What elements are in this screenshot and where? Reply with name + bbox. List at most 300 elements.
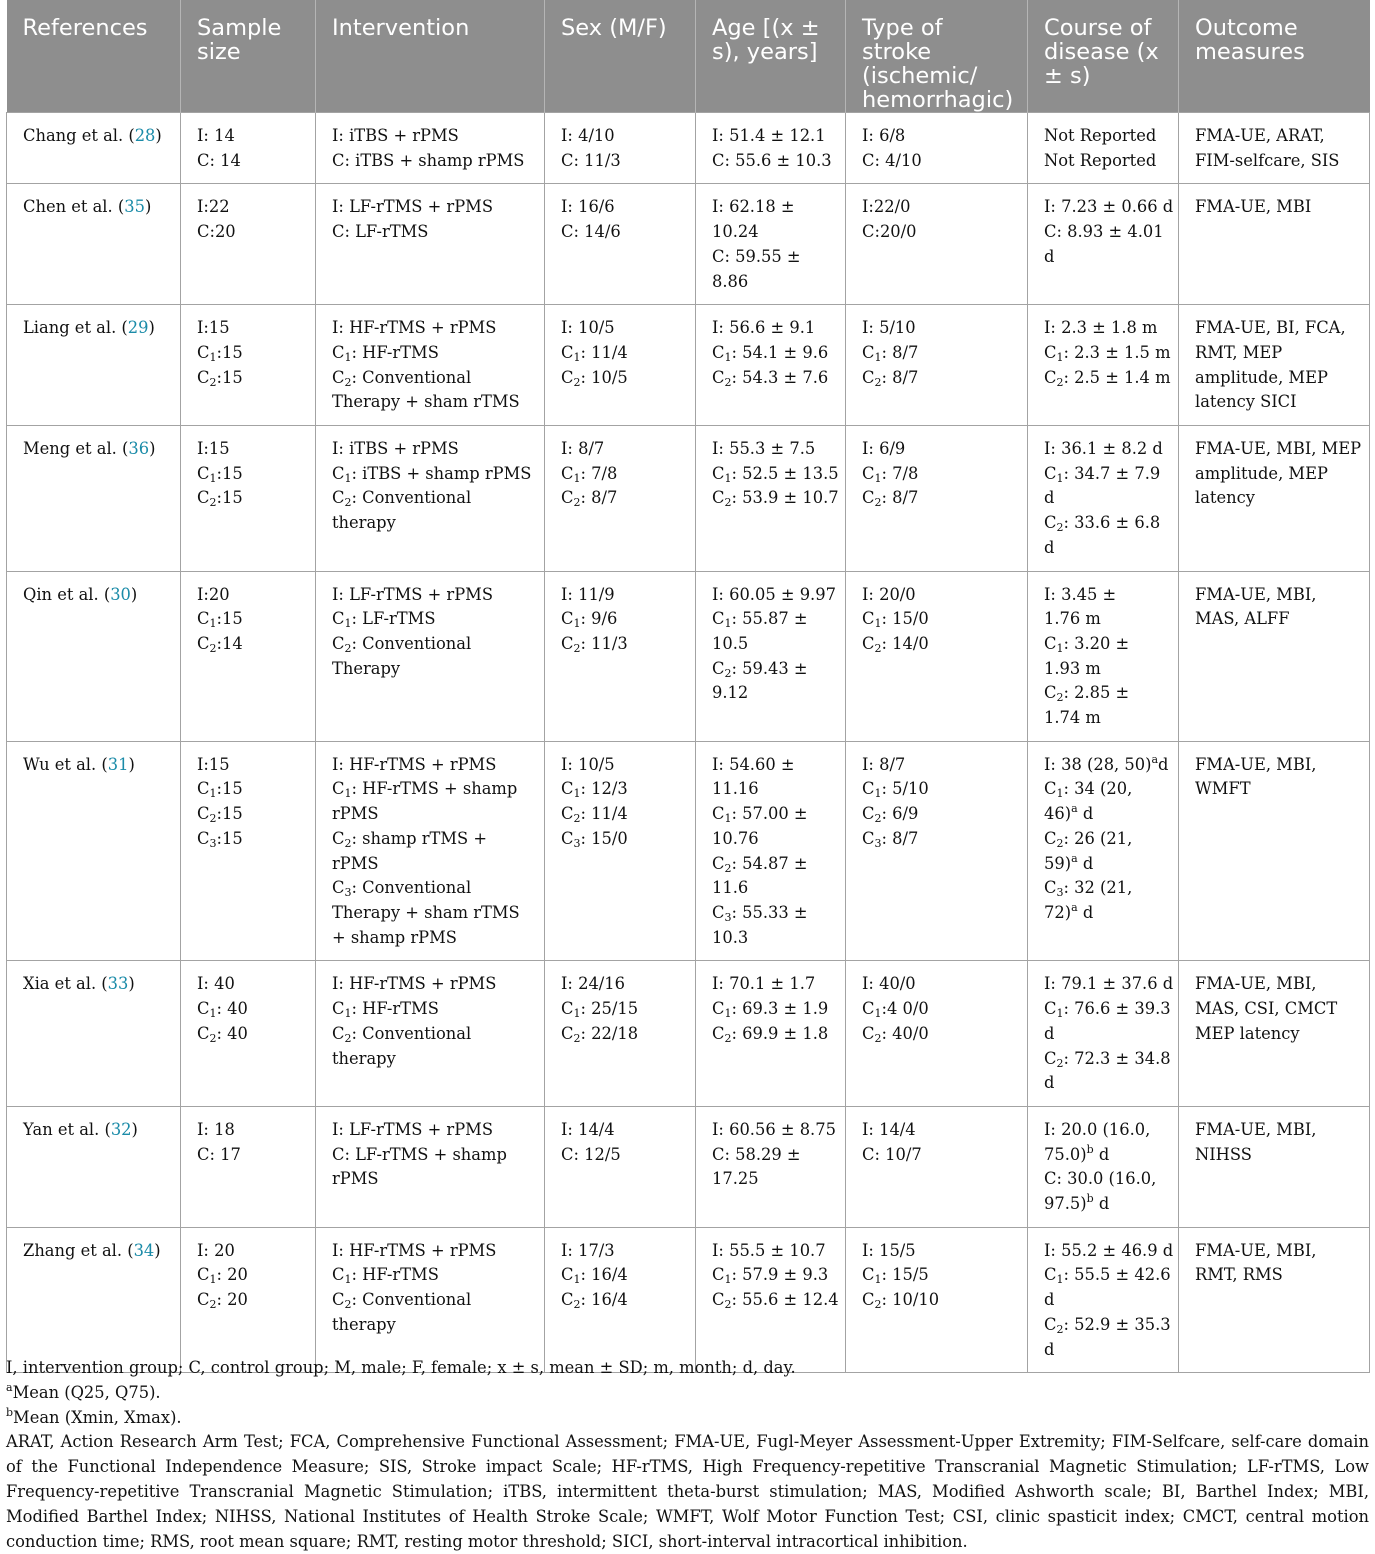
cell-line <box>1044 1047 1172 1072</box>
cell-text: C <box>197 609 210 629</box>
cell-line <box>332 486 538 511</box>
cell-text: I: 36.1 ± 8.2 d <box>1044 439 1163 459</box>
outcome-text: FMA-UE, MBI <box>1195 197 1312 217</box>
cell-text: I: LF-rTMS + rPMS <box>332 197 493 217</box>
cell-line <box>197 1239 309 1264</box>
cell-line <box>332 390 538 415</box>
cell-text: C <box>197 1290 210 1310</box>
cell-line <box>332 632 538 657</box>
cell-text: d <box>1158 754 1169 774</box>
subscript-index: 2 <box>573 641 581 655</box>
reference-author: Chen et al. ( <box>23 197 125 217</box>
cell-line <box>712 1143 839 1168</box>
cell-text: d <box>1077 804 1094 824</box>
cell-line <box>1044 1239 1172 1264</box>
cell-reference <box>7 571 181 741</box>
reference-author: Chang et al. ( <box>23 126 135 145</box>
cell-line <box>1044 972 1172 997</box>
subscript-index: 1 <box>344 1007 352 1021</box>
subscript-index: 2 <box>724 375 732 389</box>
cell-line <box>712 632 839 657</box>
cell-text: : 2.85 ± <box>1063 683 1130 703</box>
subscript-index: 1 <box>573 350 581 364</box>
cell-text: d <box>1044 537 1055 557</box>
cell-text: C: LF-rTMS + shamp <box>332 1144 507 1164</box>
cell-line <box>712 972 839 997</box>
cell-text: C <box>197 779 210 799</box>
cell-text: I: 55.3 ± 7.5 <box>712 439 816 459</box>
subscript-index: 1 <box>1056 471 1064 485</box>
cell-sex <box>545 305 696 426</box>
cell-line <box>712 486 839 511</box>
cell-text: C <box>561 367 574 387</box>
outcome-text: FMA-UE, MBI, RMT, RMS <box>1195 1240 1317 1285</box>
cell-line <box>332 366 538 391</box>
cell-text: 75.0) <box>1044 1144 1087 1164</box>
reference-link[interactable]: 33 <box>107 974 129 994</box>
cell-text: : Conventional <box>351 878 472 898</box>
subscript-index: 3 <box>724 910 732 924</box>
cell-reference <box>7 961 181 1107</box>
cell-line <box>1044 220 1172 245</box>
cell-sample-size <box>181 741 316 961</box>
cell-text: I: 54.60 ± <box>712 754 795 774</box>
cell-text: I: 38 (28, 50) <box>1044 754 1152 774</box>
cell-text: :15 <box>216 804 243 824</box>
cell-line <box>1044 852 1172 877</box>
cell-text: d <box>1077 853 1094 873</box>
cell-line <box>712 1167 839 1192</box>
subscript-index: 2 <box>724 666 732 680</box>
cell-text: :15 <box>216 342 243 362</box>
cell-line <box>1044 1288 1172 1313</box>
cell-outcome-measures <box>1179 1227 1370 1373</box>
cell-text: C <box>561 342 574 362</box>
cell-text: C: 30.0 (16.0, <box>1044 1169 1157 1189</box>
cell-line <box>712 681 839 706</box>
footnote-mark: a <box>1071 851 1078 865</box>
subscript-index: 1 <box>1056 641 1064 655</box>
cell-text: :15 <box>216 828 243 848</box>
table-row <box>7 305 1370 426</box>
subscript-index: 1 <box>724 617 732 631</box>
reference-link[interactable]: 32 <box>110 1119 132 1139</box>
cell-line <box>197 607 309 632</box>
cell-line <box>1044 681 1172 706</box>
footnote-abbreviations: ARAT, Action Research Arm Test; FCA, Comprehensive Functional Assessment; FMA-UE, Fugl-Meyer Assessment-Upper Extremity; FIM-Selfcare, self-care domain of the Functional Independence Measure; SIS, Stroke impact Scale; HF-rTMS, High Frequency-repetitive Transcranial Magnetic Stimulation; LF-rTMS, Low Frequency-repetitive Transcranial Magnetic Stimulation; iTBS, intermittent theta-burst stimulation; MAS, Modified Ashworth scale; BI, Barthel Index; MBI, Modified Barthel Index; NIHSS, National Institutes of Health Stroke Scale; WMFT, Wolf Motor Function Test; CSI, clinic spasticit index; CMCT, central motion conduction time; RMS, root mean square; RMT, resting motor threshold; SICI, short-interval intracortical inhibition. <box>6 1432 1369 1551</box>
cell-line <box>862 1143 1021 1168</box>
cell-text: C <box>862 463 875 483</box>
cell-text: C: 17 <box>197 1144 241 1164</box>
cell-line <box>862 1288 1021 1313</box>
cell-line <box>712 827 839 852</box>
subscript-index: 1 <box>724 1007 732 1021</box>
cell-text: : 54.3 ± 7.6 <box>731 367 829 387</box>
subscript-index: 2 <box>209 1298 217 1312</box>
subscript-index: 1 <box>874 617 882 631</box>
cell-line <box>1044 706 1172 731</box>
cell-text: 9.12 <box>712 683 749 703</box>
cell-line <box>332 1239 538 1264</box>
footnote-mark: a <box>1151 752 1159 766</box>
table-row <box>7 113 1370 184</box>
cell-line <box>862 437 1021 462</box>
cell-text: I: 2.3 ± 1.8 m <box>1044 318 1158 338</box>
subscript-index: 2 <box>573 812 581 826</box>
cell-text: C <box>1044 1314 1057 1334</box>
reference-link[interactable]: 30 <box>110 584 131 604</box>
cell-line <box>332 1022 538 1047</box>
cell-text: : 32 (21, <box>1063 878 1133 898</box>
cell-sex <box>545 1227 696 1373</box>
cell-age <box>696 184 846 305</box>
cell-line <box>332 972 538 997</box>
cell-sample-size <box>181 1106 316 1227</box>
cell-text: C <box>561 1023 574 1043</box>
cell-line <box>332 1167 538 1192</box>
cell-line <box>1044 149 1172 174</box>
cell-line <box>1044 462 1172 487</box>
subscript-index: 3 <box>344 886 352 900</box>
reference-link[interactable]: 28 <box>134 126 156 145</box>
cell-text: : 52.5 ± 13.5 <box>731 463 839 483</box>
cell-text: C <box>561 633 574 653</box>
cell-line <box>561 1239 689 1264</box>
cell-text: : 72.3 ± 34.8 <box>1063 1048 1171 1068</box>
cell-line <box>712 901 839 926</box>
outcome-text: FMA-UE, ARAT, FIM-selfcare, SIS <box>1195 126 1340 170</box>
cell-line <box>332 149 538 174</box>
cell-line <box>1044 1071 1172 1096</box>
reference-close: ) <box>148 318 155 338</box>
cell-line <box>1044 1192 1172 1217</box>
cell-line <box>862 1239 1021 1264</box>
subscript-index: 2 <box>209 812 217 826</box>
cell-text: : 16/4 <box>580 1265 628 1285</box>
cell-line <box>332 1143 538 1168</box>
cell-age <box>696 305 846 426</box>
cell-text: I:22/0 <box>862 197 911 217</box>
subscript-index: 1 <box>344 617 352 631</box>
cell-line <box>1044 245 1172 270</box>
cell-text: C <box>197 463 210 483</box>
cell-text: + shamp rPMS <box>332 927 457 947</box>
cell-text: I: 70.1 ± 1.7 <box>712 974 816 994</box>
subscript-index: 2 <box>573 1298 581 1312</box>
cell-text: C:20/0 <box>862 222 917 242</box>
cell-line <box>1044 1263 1172 1288</box>
cell-intervention <box>316 741 545 961</box>
cell-text: I: 15/5 <box>862 1240 916 1260</box>
cell-text: C: 4/10 <box>862 150 922 170</box>
cell-line <box>332 802 538 827</box>
cell-text: C <box>712 1023 725 1043</box>
cell-text: :15 <box>216 488 243 508</box>
subscript-index: 1 <box>209 787 217 801</box>
cell-text: 59) <box>1044 853 1072 873</box>
cell-text: Not Reported <box>1044 150 1157 170</box>
table-row <box>7 426 1370 572</box>
cell-line <box>1044 901 1172 926</box>
subscript-index: 2 <box>573 375 581 389</box>
cell-text: C <box>1044 683 1057 703</box>
reference-link[interactable]: 29 <box>127 318 149 338</box>
cell-outcome-measures <box>1179 113 1370 184</box>
cell-text: C <box>332 463 345 483</box>
cell-text: 1.74 m <box>1044 708 1101 728</box>
cell-intervention <box>316 184 545 305</box>
cell-text: I: 3.45 ± <box>1044 584 1117 604</box>
cell-line <box>1044 437 1172 462</box>
cell-text: C: 11/3 <box>561 150 621 170</box>
table-row <box>7 571 1370 741</box>
cell-text: C <box>332 342 345 362</box>
cell-line <box>862 1118 1021 1143</box>
subscript-index: 1 <box>874 1007 882 1021</box>
cell-text: : 34.7 ± 7.9 <box>1063 463 1161 483</box>
cell-type-of-stroke <box>846 1106 1028 1227</box>
reference-link[interactable]: 35 <box>124 197 145 217</box>
subscript-index: 2 <box>1056 836 1064 850</box>
cell-line <box>862 220 1021 245</box>
cell-outcome-measures <box>1179 184 1370 305</box>
cell-outcome-measures <box>1179 571 1370 741</box>
cell-text: 17.25 <box>712 1169 759 1189</box>
cell-text: therapy <box>332 1048 396 1068</box>
subscript-index: 2 <box>874 496 882 510</box>
cell-line <box>332 607 538 632</box>
col-age: Age [(x ± s), years] <box>696 0 846 113</box>
cell-line <box>712 852 839 877</box>
cell-sample-size <box>181 426 316 572</box>
subscript-index: 1 <box>1056 1007 1064 1021</box>
cell-course-of-disease <box>1028 1227 1179 1373</box>
cell-text: d <box>1077 902 1094 922</box>
cell-line <box>332 1118 538 1143</box>
cell-text: : iTBS + shamp rPMS <box>351 463 532 483</box>
cell-text: : 16/4 <box>580 1290 628 1310</box>
cell-line <box>561 220 689 245</box>
reference-link[interactable]: 31 <box>107 754 129 774</box>
cell-text: C <box>862 779 875 799</box>
subscript-index: 2 <box>1056 1322 1064 1336</box>
footnote-a: $^a$Mean (Q25, Q75). <box>6 1380 161 1402</box>
cell-text: : 15/5 <box>881 1265 929 1285</box>
subscript-index: 1 <box>209 617 217 631</box>
cell-text: C <box>197 828 210 848</box>
cell-text: : 40 <box>216 1023 248 1043</box>
cell-sex <box>545 426 696 572</box>
cell-line <box>332 876 538 901</box>
table-row <box>7 961 1370 1107</box>
reference-close: ) <box>144 197 152 217</box>
cell-line <box>332 316 538 341</box>
cell-text: I: 55.2 ± 46.9 d <box>1044 1240 1174 1260</box>
cell-line <box>1044 1313 1172 1338</box>
cell-line <box>561 827 689 852</box>
cell-text: : 57.00 ± <box>731 804 808 824</box>
cell-line <box>712 270 839 295</box>
subscript-index: 2 <box>344 836 352 850</box>
subscript-index: 3 <box>1056 886 1064 900</box>
cell-text: 11.16 <box>712 779 759 799</box>
cell-line <box>561 195 689 220</box>
cell-text: : 22/18 <box>580 1023 639 1043</box>
cell-text: 10.76 <box>712 828 759 848</box>
cell-line <box>197 316 309 341</box>
cell-text: I: 16/6 <box>561 197 615 217</box>
cell-line <box>862 583 1021 608</box>
cell-line <box>1044 1143 1172 1168</box>
cell-type-of-stroke <box>846 426 1028 572</box>
cell-text: I: iTBS + rPMS <box>332 439 459 459</box>
cell-line <box>332 753 538 778</box>
cell-text: I: LF-rTMS + rPMS <box>332 584 493 604</box>
cell-line <box>862 462 1021 487</box>
cell-text: I: 20 <box>197 1240 235 1260</box>
footnote-b: $^b$Mean (Xmin, Xmax). <box>6 1405 182 1427</box>
cell-line <box>712 1022 839 1047</box>
subscript-index: 2 <box>344 496 352 510</box>
cell-text: C <box>862 999 875 1019</box>
cell-text: Therapy + sham rTMS <box>332 902 520 922</box>
subscript-index: 2 <box>724 1298 732 1312</box>
cell-text: : 5/10 <box>881 779 929 799</box>
cell-text: : 53.9 ± 10.7 <box>731 488 839 508</box>
cell-text: : HF-rTMS + shamp <box>351 779 518 799</box>
cell-text: d <box>1044 1339 1055 1359</box>
table-footnotes <box>6 1356 1369 1554</box>
cell-line <box>197 149 309 174</box>
cell-course-of-disease <box>1028 305 1179 426</box>
cell-text: : 9/6 <box>580 609 618 629</box>
cell-text: C <box>561 779 574 799</box>
cell-line <box>561 341 689 366</box>
cell-text: : HF-rTMS <box>351 1265 439 1285</box>
cell-text: : Conventional <box>351 1023 472 1043</box>
cell-text: 46) <box>1044 804 1072 824</box>
reference-close: ) <box>128 974 135 994</box>
outcome-text: FMA-UE, MBI, MAS, ALFF <box>1195 584 1317 629</box>
cell-course-of-disease <box>1028 113 1179 184</box>
cell-text: 8.86 <box>712 271 749 291</box>
subscript-index: 1 <box>209 1273 217 1287</box>
subscript-index: 2 <box>209 1031 217 1045</box>
cell-line <box>862 124 1021 149</box>
cell-line <box>712 437 839 462</box>
cell-line <box>561 1288 689 1313</box>
cell-line <box>197 462 309 487</box>
cell-line <box>332 462 538 487</box>
cell-text: C <box>197 804 210 824</box>
cell-line <box>1044 195 1172 220</box>
footnote-mark: b <box>1086 1142 1094 1156</box>
cell-text: C <box>712 1265 725 1285</box>
cell-line <box>197 220 309 245</box>
cell-text: C <box>712 658 725 678</box>
cell-line <box>561 1143 689 1168</box>
col-sex: Sex (M/F) <box>545 0 696 113</box>
cell-text: I: 18 <box>197 1119 235 1139</box>
cell-line <box>712 802 839 827</box>
cell-line <box>862 195 1021 220</box>
cell-text: : 40/0 <box>881 1023 929 1043</box>
reference-link[interactable]: 34 <box>133 1240 155 1260</box>
cell-outcome-measures <box>1179 1106 1370 1227</box>
cell-type-of-stroke <box>846 305 1028 426</box>
cell-line <box>332 852 538 877</box>
cell-text: I: 40/0 <box>862 974 916 994</box>
reference-link[interactable]: 36 <box>128 439 150 459</box>
cell-line <box>712 753 839 778</box>
cell-line <box>197 802 309 827</box>
cell-age <box>696 113 846 184</box>
table-row <box>7 1227 1370 1373</box>
cell-line <box>197 366 309 391</box>
cell-line <box>1044 1022 1172 1047</box>
cell-text: : 69.9 ± 1.8 <box>731 1023 829 1043</box>
cell-text: C <box>197 999 210 1019</box>
reference-author: Zhang et al. ( <box>23 1240 134 1260</box>
cell-text: C <box>862 804 875 824</box>
cell-text: C: iTBS + shamp rPMS <box>332 150 525 170</box>
cell-text: I:15 <box>197 439 230 459</box>
cell-text: : 12/3 <box>580 779 628 799</box>
cell-line <box>332 195 538 220</box>
cell-text: : 7/8 <box>881 463 919 483</box>
cell-text: I:20 <box>197 584 230 604</box>
cell-text: C: 14 <box>197 150 241 170</box>
cell-text: C <box>561 1290 574 1310</box>
cell-text: 97.5) <box>1044 1194 1087 1214</box>
cell-text: rPMS <box>332 853 379 873</box>
cell-text: : 54.1 ± 9.6 <box>731 342 829 362</box>
cell-text: C <box>712 463 725 483</box>
cell-text: C <box>1044 999 1057 1019</box>
reference-close: ) <box>131 1119 138 1139</box>
cell-sex <box>545 741 696 961</box>
cell-text: :15 <box>216 367 243 387</box>
cell-text: C <box>332 878 345 898</box>
cell-text: : 2.5 ± 1.4 m <box>1063 367 1171 387</box>
cell-text: I: 14/4 <box>561 1119 615 1139</box>
cell-intervention <box>316 113 545 184</box>
cell-text: d <box>1044 1290 1055 1310</box>
cell-text: I: 17/3 <box>561 1240 615 1260</box>
subscript-index: 2 <box>344 1031 352 1045</box>
cell-line <box>712 195 839 220</box>
cell-text: 1.76 m <box>1044 609 1101 629</box>
cell-line <box>1044 583 1172 608</box>
outcome-text: FMA-UE, MBI, MEP amplitude, MEP latency <box>1195 439 1362 508</box>
cell-text: C <box>1044 633 1057 653</box>
cell-line <box>197 1118 309 1143</box>
cell-text: : 8/7 <box>881 342 919 362</box>
cell-line <box>561 486 689 511</box>
cell-text: :15 <box>216 609 243 629</box>
cell-line <box>712 926 839 951</box>
cell-text: C: 8.93 ± 4.01 <box>1044 222 1164 242</box>
cell-line <box>712 777 839 802</box>
cell-line <box>712 316 839 341</box>
subscript-index: 1 <box>874 350 882 364</box>
cell-line <box>197 632 309 657</box>
cell-text: :4 0/0 <box>881 999 929 1019</box>
cell-line <box>1044 124 1172 149</box>
cell-type-of-stroke <box>846 741 1028 961</box>
subscript-index: 1 <box>209 471 217 485</box>
cell-text: : 20 <box>216 1290 248 1310</box>
